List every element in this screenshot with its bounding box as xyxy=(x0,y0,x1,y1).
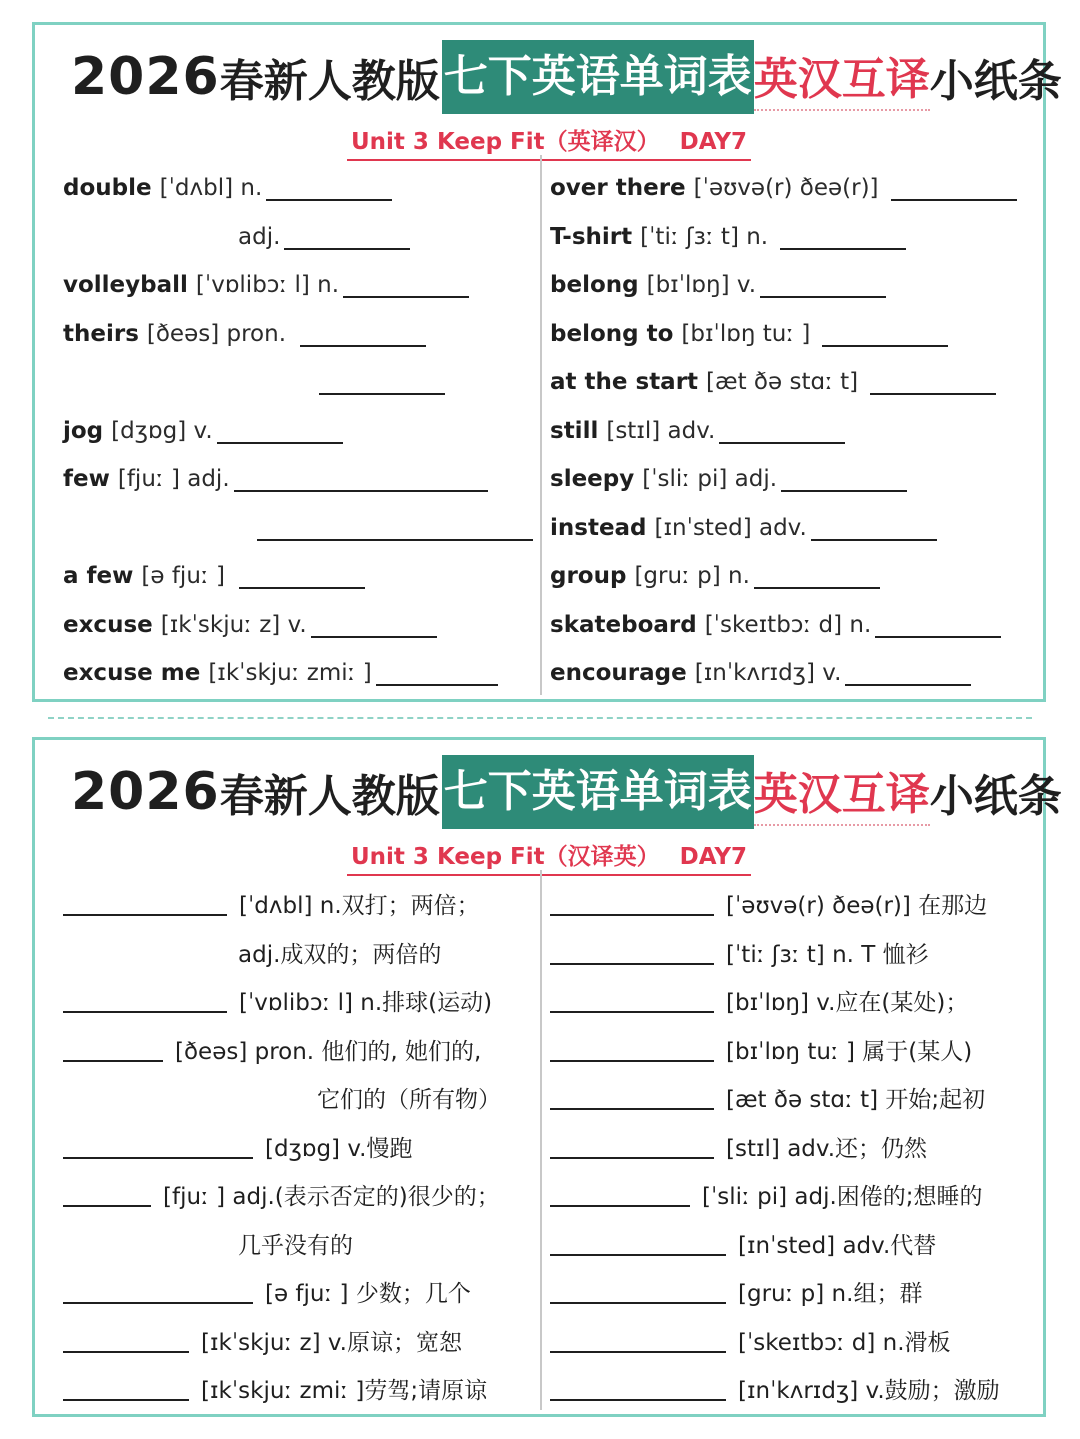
answer-blank[interactable] xyxy=(550,1133,714,1159)
list-item xyxy=(550,605,1001,645)
answer-blank[interactable] xyxy=(63,1181,151,1207)
cut-line xyxy=(48,717,1032,719)
english-to-chinese-card xyxy=(32,22,1062,702)
title-highlight: 七下英语单词表 xyxy=(442,755,754,829)
word: theirs xyxy=(63,321,139,347)
definition: [fjuː ] adj.(表示否定的)很少的； xyxy=(163,1183,500,1210)
word: group xyxy=(550,563,627,589)
list-item xyxy=(550,1077,985,1117)
definition: [bɪˈlɒŋ] v.应在(某处)； xyxy=(726,989,969,1016)
definition: [ˈdʌbl] n.双打；两倍； xyxy=(239,892,480,919)
definition: [ɪnˈsted] adv.代替 xyxy=(738,1232,937,1259)
list-item xyxy=(63,883,480,923)
phonetic: adj. xyxy=(238,224,281,250)
definition: [ɪnˈkʌrɪdʒ] v.鼓励；激励 xyxy=(738,1377,1000,1404)
list-item xyxy=(550,883,987,923)
word: jog xyxy=(63,418,104,444)
answer-blank[interactable] xyxy=(217,418,343,444)
card-title xyxy=(71,41,1062,113)
answer-blank[interactable] xyxy=(63,1278,253,1304)
word: at the start xyxy=(550,369,699,395)
word: double xyxy=(63,175,152,201)
answer-blank[interactable] xyxy=(284,224,410,250)
definition: [æt ðə stɑː t] 开始;起初 xyxy=(726,1086,986,1113)
list-item xyxy=(63,459,488,499)
list-item xyxy=(63,1320,462,1360)
phonetic: [ə fjuː ] xyxy=(141,563,225,589)
answer-blank[interactable] xyxy=(257,515,533,541)
answer-blank[interactable] xyxy=(239,563,365,589)
word: belong to xyxy=(550,321,674,347)
word: instead xyxy=(550,515,647,541)
list-item xyxy=(238,1223,353,1263)
phonetic: [ˈvɒlibɔː l] n. xyxy=(195,272,340,298)
unit-label: Unit 3 Keep Fit（英译汉） xyxy=(351,129,660,155)
list-item xyxy=(550,1271,922,1311)
list-item xyxy=(238,932,441,972)
list-item xyxy=(550,411,845,451)
phonetic: [bɪˈlɒŋ] v. xyxy=(646,272,757,298)
answer-blank[interactable] xyxy=(234,466,488,492)
unit-label: Unit 3 Keep Fit（汉译英） xyxy=(351,844,660,870)
list-item xyxy=(550,1368,1000,1408)
title-year: 2026 xyxy=(71,762,220,822)
definition: [ˈəʊvə(r) ðeə(r)] 在那边 xyxy=(726,892,988,919)
phonetic: [fjuː ] adj. xyxy=(117,466,230,492)
list-item xyxy=(550,1223,936,1263)
list-item xyxy=(238,217,410,257)
list-item xyxy=(63,1029,481,1069)
answer-blank[interactable] xyxy=(63,890,227,916)
phonetic: [bɪˈlɒŋ tuː ] xyxy=(681,321,811,347)
card-title xyxy=(71,756,1062,828)
list-item xyxy=(63,265,469,305)
list-item xyxy=(315,362,445,402)
definition: [stɪl] adv.还；仍然 xyxy=(726,1135,928,1162)
list-item xyxy=(63,411,343,451)
definition: [ðeəs] pron. 他们的, 她们的, xyxy=(175,1038,482,1065)
answer-blank[interactable] xyxy=(875,612,1001,638)
definition: [ˈsliː pi] adj.困倦的;想睡的 xyxy=(702,1183,983,1210)
phonetic: [ɪnˈkʌrɪdʒ] v. xyxy=(694,660,842,686)
answer-blank[interactable] xyxy=(63,1327,189,1353)
unit-subtitle xyxy=(347,838,751,876)
title-red: 英汉互译 xyxy=(754,758,930,826)
list-item xyxy=(317,1077,501,1117)
word: few xyxy=(63,466,110,492)
answer-blank[interactable] xyxy=(266,175,392,201)
word: over there xyxy=(550,175,686,201)
definition: [ɪkˈskjuː z] v.原谅；宽恕 xyxy=(201,1329,462,1356)
title-red: 英汉互译 xyxy=(754,43,930,111)
answer-blank[interactable] xyxy=(63,1036,163,1062)
phonetic: [ˈsliː pi] adj. xyxy=(642,466,778,492)
definition: [ə fjuː ] 少数；几个 xyxy=(265,1280,471,1307)
answer-blank[interactable] xyxy=(754,563,880,589)
answer-blank[interactable] xyxy=(319,369,445,395)
answer-blank[interactable] xyxy=(870,369,996,395)
list-item xyxy=(550,932,929,972)
column-divider xyxy=(540,870,542,1410)
phonetic: [ˈtiː ʃɜː t] n. xyxy=(640,224,769,250)
word: encourage xyxy=(550,660,687,686)
word: a few xyxy=(63,563,134,589)
chinese-to-english-card xyxy=(32,737,1062,1417)
answer-blank[interactable] xyxy=(822,321,948,347)
list-item xyxy=(63,556,365,596)
answer-blank[interactable] xyxy=(376,660,498,686)
title-part1: 春新人教版 xyxy=(219,771,440,822)
list-item xyxy=(63,314,426,354)
definition: 几乎没有的 xyxy=(238,1232,353,1259)
phonetic: [dʒɒg] v. xyxy=(111,418,213,444)
answer-blank[interactable] xyxy=(550,1327,726,1353)
answer-blank[interactable] xyxy=(550,939,714,965)
definition: [gruː p] n.组；群 xyxy=(738,1280,923,1307)
list-item xyxy=(63,168,392,208)
list-item xyxy=(550,217,906,257)
word: excuse me xyxy=(63,660,201,686)
definition: [ˈvɒlibɔː l] n.排球(运动) xyxy=(239,989,493,1016)
definition: 它们的（所有物） xyxy=(317,1086,501,1113)
phonetic: [ˈskeɪtbɔː d] n. xyxy=(704,612,872,638)
phonetic: [ɪnˈsted] adv. xyxy=(654,515,807,541)
answer-blank[interactable] xyxy=(719,418,845,444)
answer-blank[interactable] xyxy=(550,1084,714,1110)
list-item xyxy=(550,653,971,693)
answer-blank[interactable] xyxy=(550,890,714,916)
list-item xyxy=(550,265,886,305)
word: skateboard xyxy=(550,612,697,638)
word: volleyball xyxy=(63,272,188,298)
title-highlight: 七下英语单词表 xyxy=(442,40,754,114)
definition: [bɪˈlɒŋ tuː ] 属于(某人) xyxy=(726,1038,973,1065)
title-part1: 春新人教版 xyxy=(219,56,440,107)
answer-blank[interactable] xyxy=(63,987,227,1013)
answer-blank[interactable] xyxy=(781,466,907,492)
answer-blank[interactable] xyxy=(845,660,971,686)
word: T-shirt xyxy=(550,224,633,250)
answer-blank[interactable] xyxy=(891,175,1017,201)
definition: [ˈtiː ʃɜː t] n. T 恤衫 xyxy=(726,941,929,968)
answer-blank[interactable] xyxy=(780,224,906,250)
title-part4: 小纸条 xyxy=(929,771,1062,822)
day-label: DAY7 xyxy=(679,844,747,870)
list-item xyxy=(550,168,1017,208)
phonetic: [ɪkˈskjuː z] v. xyxy=(160,612,307,638)
definition: [ˈskeɪtbɔː d] n.滑板 xyxy=(738,1329,951,1356)
list-item xyxy=(550,1174,983,1214)
column-divider xyxy=(540,155,542,695)
list-item xyxy=(63,605,437,645)
answer-blank[interactable] xyxy=(63,1133,253,1159)
phonetic: [gruː p] n. xyxy=(634,563,750,589)
list-item xyxy=(63,1368,487,1408)
answer-blank[interactable] xyxy=(550,1230,726,1256)
phonetic: [ˈəʊvə(r) ðeə(r)] xyxy=(693,175,879,201)
word: belong xyxy=(550,272,639,298)
list-item xyxy=(550,980,968,1020)
list-item xyxy=(550,459,907,499)
answer-blank[interactable] xyxy=(550,1375,726,1401)
phonetic: [ˈdʌbl] n. xyxy=(159,175,263,201)
list-item xyxy=(63,1271,471,1311)
unit-subtitle xyxy=(347,123,751,161)
answer-blank[interactable] xyxy=(760,272,886,298)
answer-blank[interactable] xyxy=(550,1278,726,1304)
list-item xyxy=(550,1320,951,1360)
list-item xyxy=(550,508,937,548)
list-item xyxy=(63,1174,500,1214)
list-item xyxy=(63,980,492,1020)
word: still xyxy=(550,418,599,444)
definition: [dʒɒg] v.慢跑 xyxy=(265,1135,413,1162)
list-item xyxy=(550,1029,972,1069)
list-item xyxy=(550,1126,927,1166)
answer-blank[interactable] xyxy=(63,1375,189,1401)
list-item xyxy=(550,556,880,596)
phonetic: [ðeəs] pron. xyxy=(146,321,287,347)
answer-blank[interactable] xyxy=(550,1036,714,1062)
word: excuse xyxy=(63,612,153,638)
list-item xyxy=(63,653,498,693)
day-label: DAY7 xyxy=(679,129,747,155)
answer-blank[interactable] xyxy=(550,987,714,1013)
title-year: 2026 xyxy=(71,47,220,107)
answer-blank[interactable] xyxy=(300,321,426,347)
word: sleepy xyxy=(550,466,635,492)
phonetic: [ɪkˈskjuː zmiː ] xyxy=(208,660,372,686)
definition: adj.成双的；两倍的 xyxy=(238,941,442,968)
phonetic: [stɪl] adv. xyxy=(606,418,716,444)
title-part4: 小纸条 xyxy=(929,56,1062,107)
definition: [ɪkˈskjuː zmiː ]劳驾;请原谅 xyxy=(201,1377,488,1404)
answer-blank[interactable] xyxy=(811,515,937,541)
list-item xyxy=(550,362,996,402)
list-item xyxy=(550,314,948,354)
answer-blank[interactable] xyxy=(550,1181,690,1207)
answer-blank[interactable] xyxy=(343,272,469,298)
list-item xyxy=(63,1126,412,1166)
phonetic: [æt ðə stɑː t] xyxy=(706,369,859,395)
answer-blank[interactable] xyxy=(311,612,437,638)
list-item xyxy=(253,508,533,548)
